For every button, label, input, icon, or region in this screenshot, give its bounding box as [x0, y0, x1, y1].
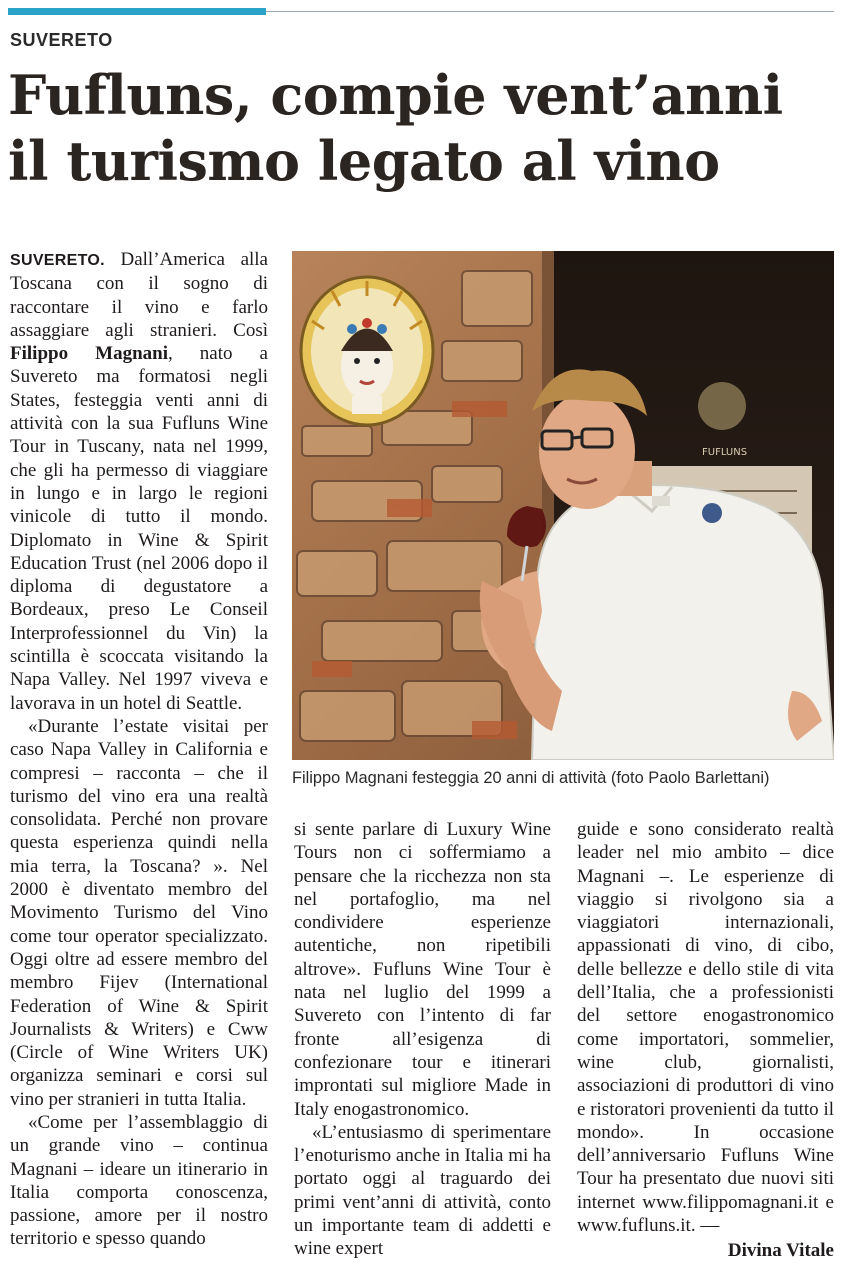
section-rule: [266, 11, 834, 12]
article-column-1: [10, 248, 268, 1251]
section-accent-bar: [8, 8, 266, 15]
section-kicker: SUVERETO: [10, 30, 113, 50]
paragraph: [10, 248, 268, 715]
dateline: SUVERETO.: [10, 252, 105, 269]
paragraph: «Durante l’estate visitai per caso Napa Valley in California e compresi – racconta – che il turismo del vino era una realtà consolidata. Perché non provare questa esperienza quindi nella mia terra, la Toscana? ». Nel 2000 è diventato membro del Movimento Turismo del Vino come tour operator specializzato. Oggi oltre ad essere membro del membro Fijev (International Federation of Wine & Spirit Journalists & Writers) e Cww (Circle of Wine Writers UK) organizza seminari e corsi sul vino per stranieri in tutta Italia.: [10, 715, 268, 1110]
article-column-2: [294, 818, 551, 1261]
ceramic-plate-icon: [301, 277, 433, 425]
headline-line-1: Fufluns, compie vent’anni: [8, 63, 783, 127]
paragraph-text: , nato a Suvereto ma formatosi negli States, festeggia venti anni di attività con la sua Fufluns Wine Tour in Tuscany, nata nel 1999, che gli ha permesso di viaggiare in lungo e in largo le regioni vinicole di tutto il mondo. Diplomato in Wine & Spirit Education Trust (nel 2006 dopo il diploma di degustatore a Bordeaux, preso Le Conseil Interprofessionnel du Vin) la scintilla è scoccata visitando la Napa Valley. Nel 1997 viveva e lavorava in un hotel di Seattle.: [10, 343, 268, 714]
paragraph: «Come per l’assemblaggio di un grande vino – continua Magnani – ideare un itinerario in Italia comporta conoscenza, passione, amore per il nostro territorio e spesso quando: [10, 1111, 268, 1250]
author-byline: Divina Vitale: [727, 1240, 834, 1262]
photo-caption: Filippo Magnani festeggia 20 anni di attività (foto Paolo Barlettani): [292, 769, 770, 787]
headline-line-2: il turismo legato al vino: [8, 129, 720, 193]
paragraph: guide e sono considerato realtà leader nel mio ambito – dice Magnani –. Le esperienze di viaggio si rivolgono sia a viaggiatori internazionali, appassionati di vino, di cibo, delle bellezze e dello stile di vita dell’Italia, che a professionisti del settore enogastronomico come importatori, sommelier, wine club, giornalisti, associazioni di produttori di vino e ristoratori provenienti da tutto il mondo». In occasione dell’anniversario Fufluns Wine Tour ha presentato due nuovi siti internet www.filippomagnani.it e www.fufluns.it. —: [577, 819, 834, 1237]
article-headline: [8, 62, 848, 194]
paragraph: «L’entusiasmo di sperimentare l’enoturismo anche in Italia mi ha portato oggi al traguardo dei primi vent’anni di attività, conto un importante team di addetti e wine expert: [294, 1121, 551, 1260]
paragraph: si sente parlare di Luxury Wine Tours non ci soffermiamo a pensare che la ricchezza non sta nel portafoglio, ma nel condividere esperienze autentiche, non ripetibili altrove». Fufluns Wine Tour è nata nel luglio del 1999 a Suvereto con l’intento di far fronte all’esigenza di confezionare tour e itinerari improntati sul migliore Made in Italy enogastronomico.: [294, 819, 551, 1120]
paragraph-text: Dall’America alla Toscana con il sogno di raccontare il vino e farlo assaggiare agli stranieri. Così: [10, 249, 268, 341]
article-photo: [292, 251, 834, 760]
photo-illustration: [292, 251, 834, 760]
sign-text: FUFLUNS: [702, 447, 748, 458]
article-column-3: [577, 818, 834, 1263]
person-name: Filippo Magnani: [10, 343, 168, 365]
